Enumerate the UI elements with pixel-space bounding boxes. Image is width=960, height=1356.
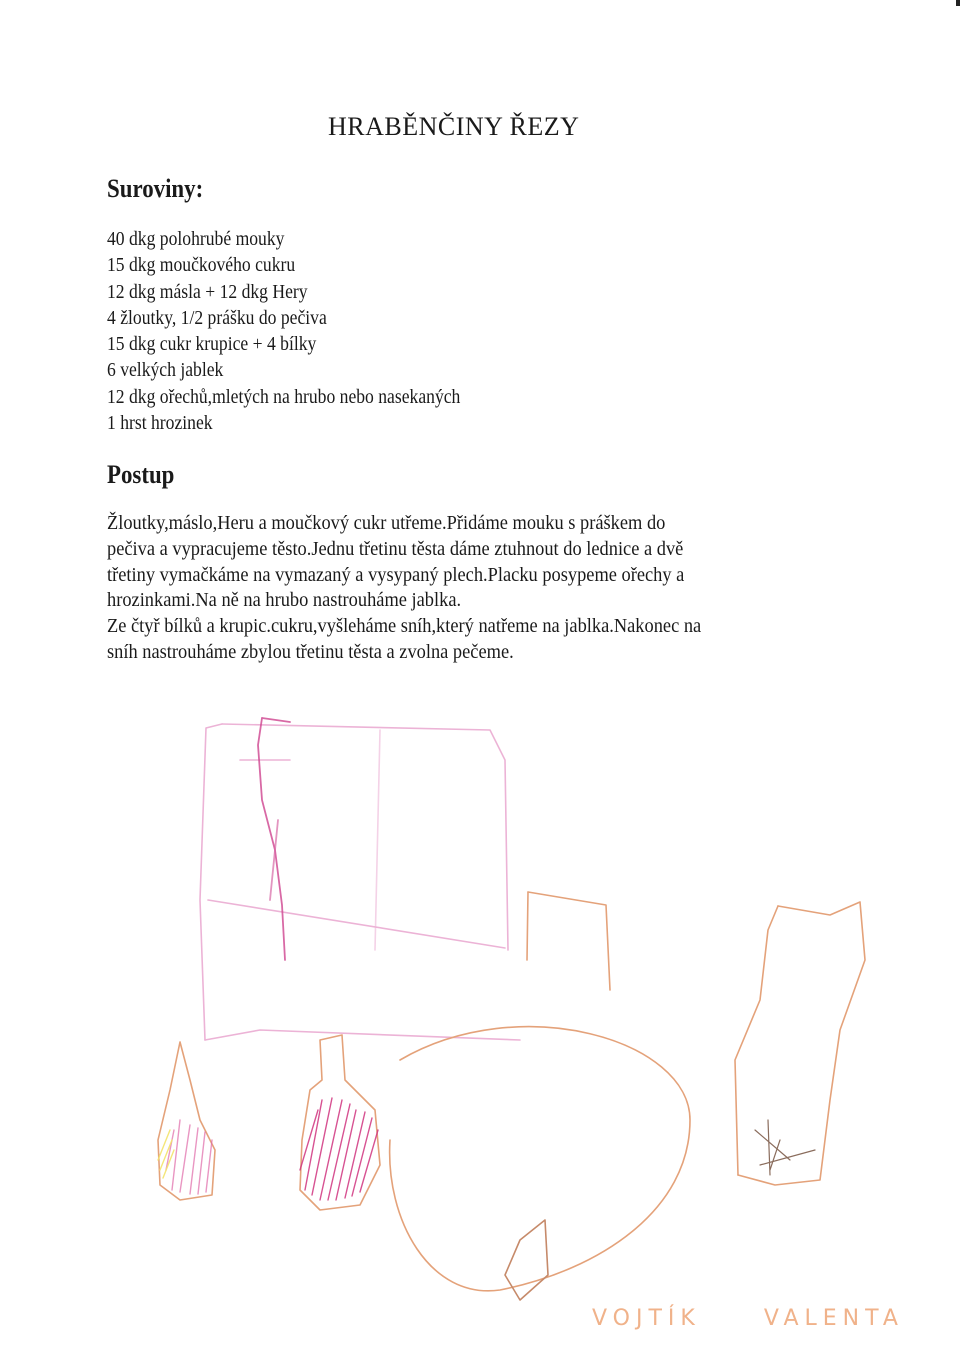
ingredient-item: 15 dkg cukr krupice + 4 bílky — [107, 333, 317, 356]
steps-line: třetiny vymačkáme na vymazaný a vysypaný plech.Placku posypeme ořechy a — [107, 563, 685, 586]
recipe-title: HRABĚNČINY ŘEZY — [328, 112, 580, 141]
ingredient-item: 6 velkých jablek — [107, 359, 224, 382]
signature-first-name: VOJTÍK — [592, 1306, 701, 1331]
ingredients-heading: Suroviny: — [107, 174, 204, 203]
pink-box-drawing — [200, 724, 520, 1040]
steps-line: Žloutky,máslo,Heru a moučkový cukr utřeme.Přidáme mouku s práškem do — [107, 512, 666, 534]
steps-line: pečiva a vypracujeme těsto.Jednu třetinu těsta dáme ztuhnout do lednice a dvě — [107, 537, 684, 560]
ingredient-item: 1 hrst hrozinek — [107, 412, 213, 435]
steps-heading: Postup — [107, 460, 175, 489]
ingredient-item: 12 dkg másla + 12 dkg Hery — [107, 280, 308, 303]
crayon-scribbles — [158, 1098, 378, 1200]
orange-objects-drawing — [158, 892, 865, 1300]
ingredient-item: 4 žloutky, 1/2 prášku do pečiva — [107, 306, 327, 329]
magenta-stroke-drawing — [258, 718, 290, 960]
steps-line: Ze čtyř bílků a krupic.cukru,vyšleháme sníh,který natřeme na jablka.Nakonec na — [107, 615, 702, 638]
child-signature — [592, 1306, 904, 1331]
ingredient-item: 12 dkg ořechů,mletých na hrubo nebo nasekaných — [107, 385, 461, 408]
ingredient-item: 40 dkg polohrubé mouky — [107, 228, 285, 250]
ingredient-item: 15 dkg moučkového cukru — [107, 254, 296, 277]
signature-last-name: VALENTA — [763, 1306, 904, 1331]
steps-line: sníh nastrouháme zbylou třetinu těsta a zvolna pečeme. — [107, 640, 514, 663]
steps-line: hrozinkami.Na ně na hrubo nastrouháme jablka. — [107, 589, 462, 612]
